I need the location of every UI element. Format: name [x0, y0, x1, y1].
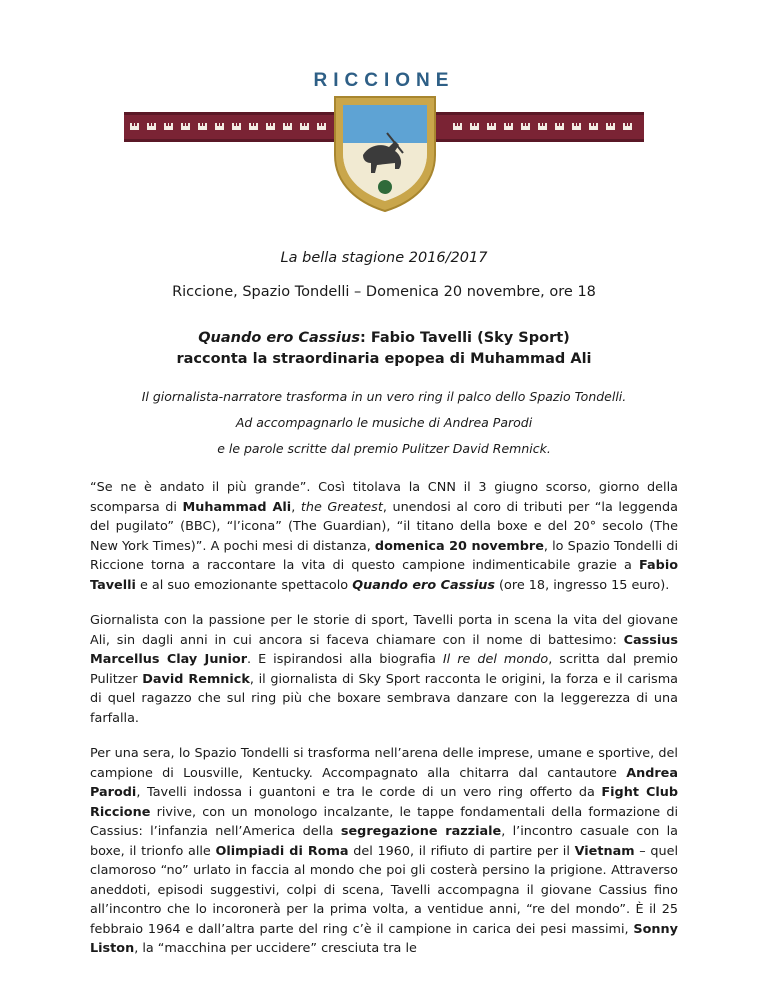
season-subtitle: La bella stagione 2016/2017: [280, 250, 488, 266]
letterhead: [0, 0, 768, 215]
paragraph-3: Per una sera, lo Spazio Tondelli si trasforma nell’arena delle imprese, umane e sportive, del campione di Lousville, Kentucky. Accompagnato alla chitarra dal cantautore Andrea Parodi, Tavelli indossa i guantoni e tra le corde di un vero ring offerto da Fight Club Riccione rivive, con un monologo incalzante, le tappe fondamentali della formazione di Cassius: l’infanzia nell’America della segregazione razziale, l’incontro casuale con la boxe, il trionfo alle Olimpiadi di Roma del 1960, il rifiuto di partire per il Vietnam – quel clamoroso “no” urlato in faccia al mondo che poi gli costerà persino la prigione. Attraverso aneddoti, episodi suggestivi, colpi di scena, Tavelli accompagna il giovane Cassius fino all’incontro che lo incoronerà per la prima volta, a ventidue anni, “re del mondo”. È il 25 febbraio 1964 e dall’altra parte del ring c’è il campione in carica dei pesi massimi, Sonny Liston, la “macchina per uccidere” cresciuta tra le: [90, 746, 679, 956]
paragraph-2: Giornalista con la passione per le storie di sport, Tavelli porta in scena la vita del giovane Ali, sin dagli anni in cui ancora si faceva chiamare con il nome di battesimo: Cassius Marcellus Clay Junior. E ispirandosi alla biografia Il re del mondo, scritta dal premio Pulitzer David Remnick, il giornalista di Sky Sport racconta le origini, la forza e il carisma di quel ragazzo che sul ring più che boxare sembrava danzare con la leggerezza di una farfalla.: [90, 613, 679, 726]
press-release-body: [90, 248, 678, 975]
riccione-crest-logo: [329, 93, 441, 213]
headline-show-title: Quando ero Cassius: [198, 330, 360, 346]
tagline-2: Ad accompagnarlo le musiche di Andrea Parodi: [235, 415, 533, 430]
tagline-3: e le parole scritte dal premio Pulitzer David Remnick.: [217, 441, 551, 456]
headline-line-1: Quando ero Cassius: Fabio Tavelli (Sky Sport): [198, 330, 570, 346]
press-headline: [90, 328, 678, 370]
paragraph-1: “Se ne è andato il più grande”. Così titolava la CNN il 3 giugno scorso, giorno della scomparsa di Muhammad Ali, the Greatest, unendosi al coro di tributi per “la leggenda del pugilato” (BBC), “l’icona” (The Guardian), “il titano della boxe e del 20° secolo (The New York Times)”. A pochi mesi di distanza, domenica 20 novembre, lo Spazio Tondelli di Riccione torna a raccontare la vita di questo campione indimenticabile grazie a Fabio Tavelli e al suo emozionante spettacolo Quando ero Cassius (ore 18, ingresso 15 euro).: [90, 480, 678, 593]
headline-line-2: racconta la straordinaria epopea di Muhammad Ali: [176, 351, 592, 367]
brand-wordmark: RICCIONE: [313, 70, 455, 91]
tagline-1: Il giornalista-narratore trasforma in un vero ring il palco dello Spazio Tondelli.: [141, 389, 627, 404]
event-dateline: Riccione, Spazio Tondelli – Domenica 20 novembre, ore 18: [172, 284, 596, 300]
